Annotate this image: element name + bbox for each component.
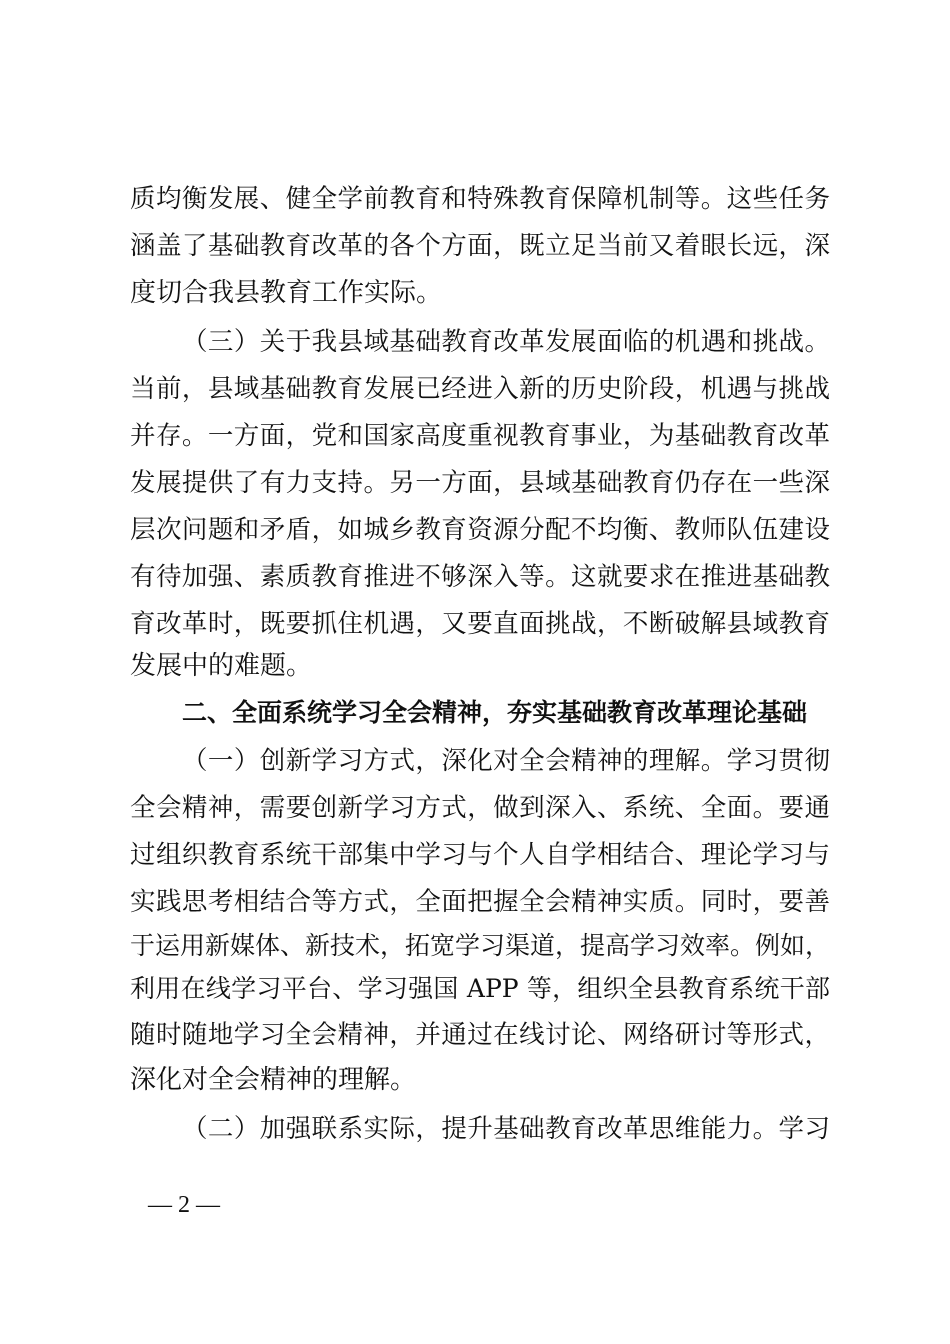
subsection-heading-line: （二）加强联系实际，提升基础教育改革思维能力。学习 bbox=[182, 1114, 830, 1144]
paragraph-line: 发展中的难题。 bbox=[130, 651, 313, 681]
paragraph-line: 过组织教育系统干部集中学习与个人自学相结合、理论学习与 bbox=[130, 840, 830, 870]
paragraph-line: 实践思考相结合等方式，全面把握全会精神实质。同时，要善 bbox=[130, 887, 830, 917]
paragraph-line: 质均衡发展、健全学前教育和特殊教育保障机制等。这些任务 bbox=[130, 184, 830, 214]
paragraph-line: 涵盖了基础教育改革的各个方面，既立足当前又着眼长远，深 bbox=[130, 231, 830, 261]
subsection-heading-line: （三）关于我县域基础教育改革发展面临的机遇和挑战。 bbox=[182, 327, 830, 357]
page-number: — 2 — bbox=[148, 1192, 220, 1218]
paragraph-line: 发展提供了有力支持。另一方面，县域基础教育仍存在一些深 bbox=[130, 468, 830, 498]
paragraph-line: 有待加强、素质教育推进不够深入等。这就要求在推进基础教 bbox=[130, 562, 830, 592]
paragraph-line: 利用在线学习平台、学习强国 APP 等，组织全县教育系统干部 bbox=[130, 974, 830, 1003]
section-heading: 二、全面系统学习全会精神，夯实基础教育改革理论基础 bbox=[182, 698, 808, 727]
paragraph-line: 层次问题和矛盾，如城乡教育资源分配不均衡、教师队伍建设 bbox=[130, 515, 830, 545]
paragraph-line: 当前，县域基础教育发展已经进入新的历史阶段，机遇与挑战 bbox=[130, 374, 830, 404]
paragraph-line: 并存。一方面，党和国家高度重视教育事业，为基础教育改革 bbox=[130, 421, 830, 451]
subsection-heading-line: （一）创新学习方式，深化对全会精神的理解。学习贯彻 bbox=[182, 746, 830, 776]
paragraph-line: 随时随地学习全会精神，并通过在线讨论、网络研讨等形式， bbox=[130, 1020, 830, 1050]
paragraph-line: 育改革时，既要抓住机遇，又要直面挑战，不断破解县域教育 bbox=[130, 609, 830, 639]
paragraph-line: 深化对全会精神的理解。 bbox=[130, 1065, 417, 1095]
paragraph-line: 全会精神，需要创新学习方式，做到深入、系统、全面。要通 bbox=[130, 793, 830, 823]
paragraph-line: 度切合我县教育工作实际。 bbox=[130, 278, 443, 308]
paragraph-line: 于运用新媒体、新技术，拓宽学习渠道，提高学习效率。例如， bbox=[130, 931, 830, 960]
